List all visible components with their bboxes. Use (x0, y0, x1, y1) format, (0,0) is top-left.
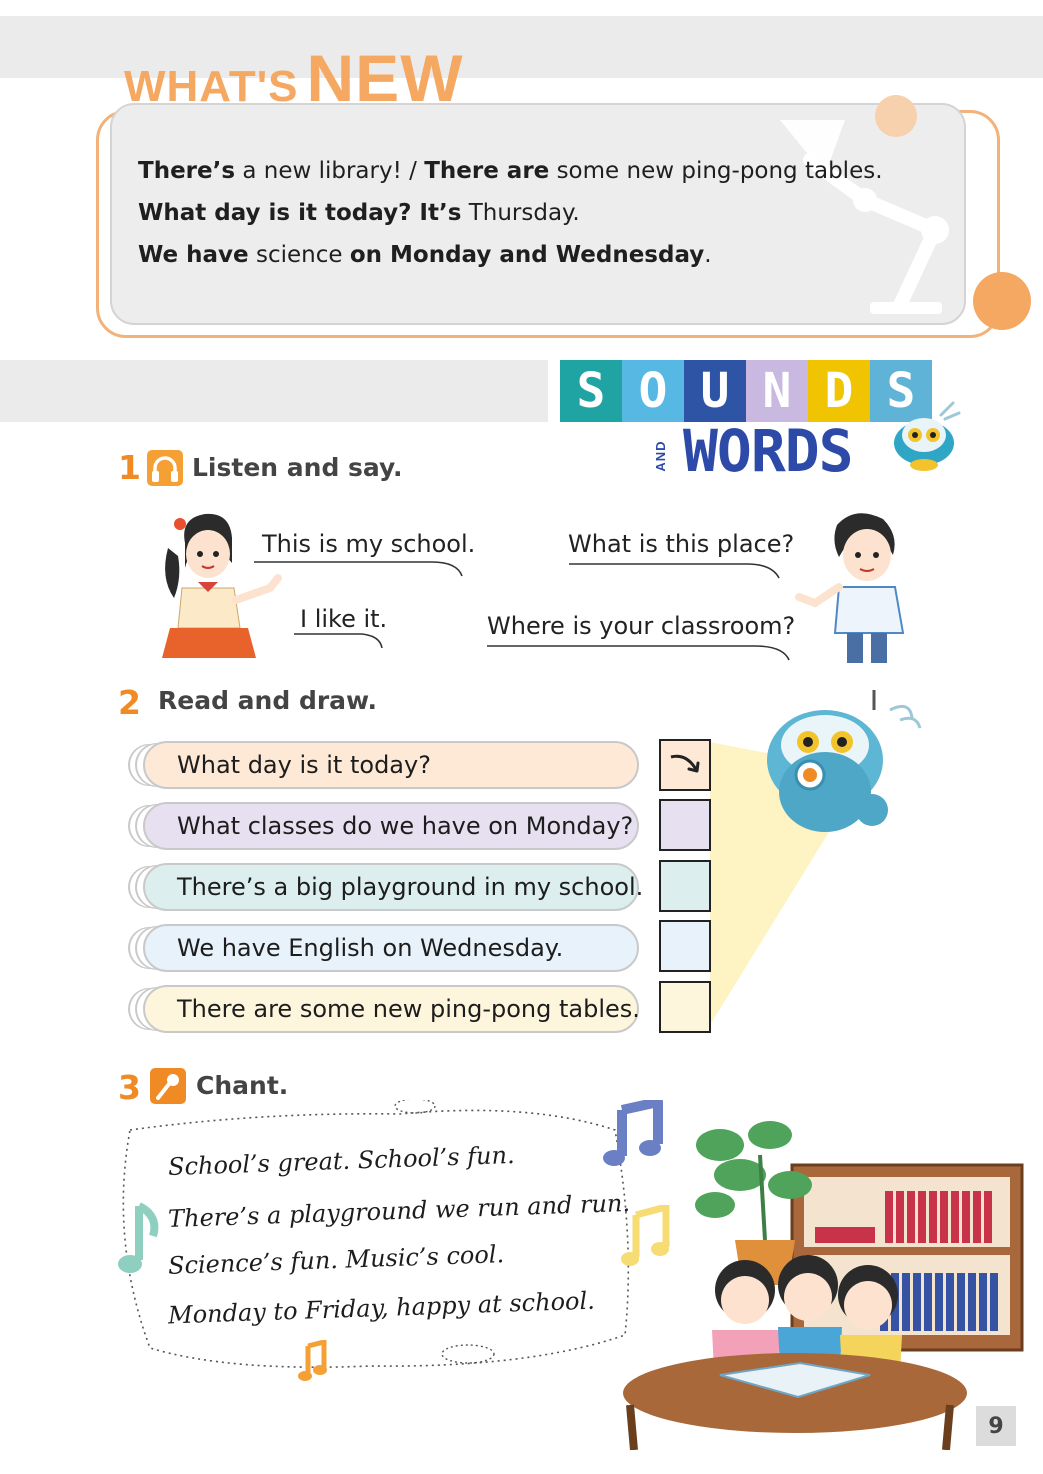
owl-robot-icon (883, 395, 965, 477)
chant-line: School’s great. School’s fun. (167, 1140, 516, 1182)
sounds-letter: S (870, 360, 932, 422)
words-label: WORDS (683, 417, 853, 485)
question-strip (143, 802, 639, 850)
question-strip (143, 924, 639, 972)
answer-box[interactable] (659, 920, 711, 972)
speech-underline (292, 630, 392, 654)
answer-box[interactable] (659, 739, 711, 791)
sounds-letter: N (746, 360, 808, 422)
answer-box[interactable] (659, 799, 711, 851)
boy-illustration (795, 505, 920, 670)
section-number: 2 (118, 683, 141, 722)
section-band (0, 360, 548, 422)
question-text: There’s a big playground in my school. (177, 873, 644, 901)
sounds-banner (560, 360, 932, 422)
chant-line: Science’s fun. Music’s cool. (167, 1240, 505, 1280)
section-title: Listen and say. (192, 453, 403, 482)
sounds-letter: O (622, 360, 684, 422)
chant-dotted-frame (110, 1100, 640, 1380)
projector-robot-illustration (700, 680, 930, 1030)
speech-bubble-text: I like it. (300, 605, 388, 633)
section-number: 1 (118, 448, 141, 487)
grammar-line-2: What day is it today? It’s Thursday. (138, 200, 580, 226)
microphone-icon (150, 1068, 186, 1104)
grammar-line-1: There’s a new library! / There are some new ping-pong tables. (138, 158, 883, 184)
answer-box[interactable] (659, 981, 711, 1033)
page-number: 9 (976, 1406, 1016, 1446)
arrow-icon (661, 741, 709, 789)
music-note-icon (298, 1340, 330, 1384)
speech-underline (252, 556, 467, 580)
sounds-letter: U (684, 360, 746, 422)
whats-new-title: WHAT'S NEW (124, 41, 464, 115)
question-text: What day is it today? (177, 751, 431, 779)
section-title: Read and draw. (158, 686, 378, 715)
headphones-icon (147, 450, 183, 486)
speech-bubble-text: What is this place? (568, 530, 795, 558)
speech-underline (567, 556, 787, 582)
chant-line: There’s a playground we run and run. (167, 1188, 631, 1234)
and-label: AND (652, 440, 668, 472)
question-text: What classes do we have on Monday? (177, 812, 634, 840)
decor-dot (973, 272, 1031, 330)
question-strip (143, 863, 644, 911)
music-note-icon (115, 1200, 161, 1282)
question-strip (143, 985, 639, 1033)
section-title: Chant. (196, 1071, 289, 1100)
sounds-letter: D (808, 360, 870, 422)
children-reading-illustration (620, 1105, 1040, 1450)
question-text: There are some new ping-pong tables. (177, 995, 640, 1023)
speech-bubble-text: Where is your classroom? (487, 612, 796, 640)
answer-box[interactable] (659, 860, 711, 912)
question-text: We have English on Wednesday. (177, 934, 564, 962)
speech-bubble-text: This is my school. (262, 530, 476, 558)
desk-lamp-icon (770, 120, 970, 320)
chant-line: Monday to Friday, happy at school. (167, 1286, 596, 1330)
speech-underline (485, 638, 795, 664)
sounds-letter: S (560, 360, 622, 422)
grammar-line-3: We have science on Monday and Wednesday. (138, 242, 712, 268)
question-strip (143, 741, 639, 789)
section-number: 3 (118, 1068, 141, 1107)
